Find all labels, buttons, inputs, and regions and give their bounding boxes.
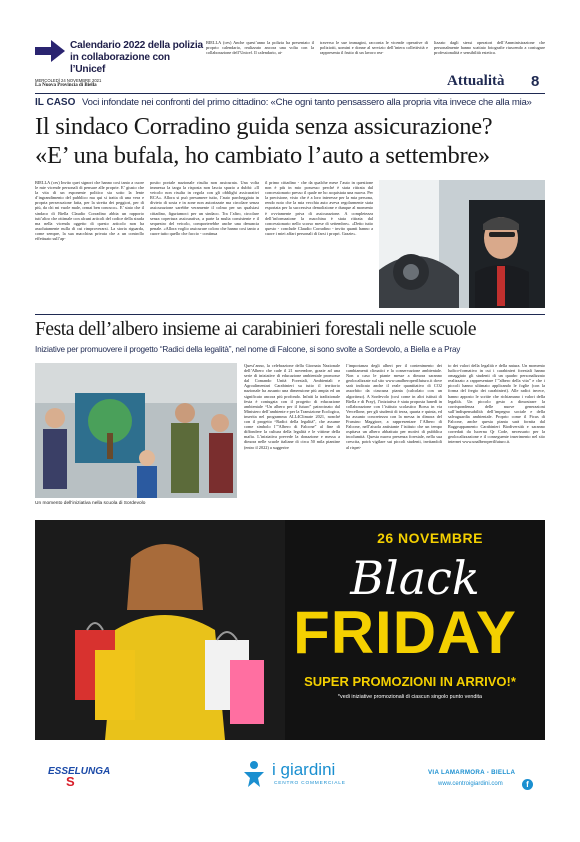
story-kicker-text: Voci infondate nei confronti del primo cittadino: «Che ogni tanto pensassero alla propria vita invece che alla mia» [82, 97, 532, 108]
school-event-image [35, 363, 237, 498]
school-tree-photo [35, 363, 237, 498]
ad-friday-word: FRIDAY [293, 599, 517, 666]
story2-col-3: to dei valori della legalità e della natura. Un momento ludico-formativo in cui i carabinieri forestali hanno omaggiato gli studenti di un quadro personalizzato realizzato a rappresentare l’”albero della vita” e che i piccoli hanno ultimato applicando le foglie (con la forma del fregio dei carabinieri). Alle radici invece, hanno apposto le scritte che richiamano i valori della legalità. Un piccolo gesto a dimostrare la corrispondenza delle nuove generazioni sull’indispensabilità dell’impegno sociale e della salvaguardia ambientale. Proprio come il Ficus di Falcone, anche questa pianta sarà fornita dal Raggruppamento Carabinieri Biodiversità e saranno corredati da lucerna Qr Code, necessario per la geolocalizzazione e il conseguente inserimento nel sito internet www.unalberoperilfuturo.it. [448, 363, 545, 445]
story1-headline-line2: «E’ una bufala, ho cambiato l’auto a settembre» [35, 142, 490, 169]
ad-footnote: *vedi iniziative promozionali di ciascun singolo punto vendita [337, 694, 483, 700]
promo-col-3: lizzato dagli stessi operatori dell’Amministrazione che personalmente hanno scattato fotografie riuscendo a coniugare professionalità e sensibilità estetica. [434, 40, 545, 56]
promo-title: Calendario 2022 della polizia in collaborazione con l’Unicef [70, 40, 203, 75]
promo-col-1: BIELLA (ces) Anche quest’anno la polizia ha presentato il proprio calendario, realizzato ancora una volta con la collaborazione dell’Unicef. Il calendario, at- [206, 40, 314, 56]
photo-caption: Un momento dell’iniziativa nella scuola di Sordevolo [35, 501, 146, 506]
giardini-person-icon [240, 760, 268, 788]
facebook-icon[interactable]: f [522, 779, 533, 790]
story1-col-2: posito portale nazionale risulta non assicurata. Una volta immessa la targa la risposta non lascia spazio a dubbi: «Il veicolo non risulta in regola con gli obblighi assicurativi RCA». Allora si può presumere tutto, l’auto parcheggiata in divieto di sosta e in zone non autorizzate ma circolare senza assicurazione sarebbe veramente il colmo per un qualsiasi cittadino, figuriamoci per un sindaco. Tra l’altro, circolare senza copertura assicurativa, a parte la multa consistente e il sequestro del veicolo, comporterebbe anche una denuncia penale. «Allora voglio assicurare coloro che hanno così tanto a cuore tutto quello che faccio - continua [150, 180, 259, 236]
arrow-right-icon [35, 40, 65, 62]
promo-col-2: traverso le sue immagini, racconta le vicende operative di poliziotti, uomini e donne al servizio dell’intera collettività e rappresenta il frutto di un lavoro rea- [320, 40, 428, 56]
ad-date: 26 NOVEMBRE [377, 530, 483, 546]
esselunga-s-mark: S [66, 774, 75, 789]
story2-headline: Festa dell’albero insieme ai carabinieri forestali nelle scuole [35, 319, 477, 340]
newspaper-name: La Nuova Provincia di Biella [35, 83, 97, 88]
giardini-logo[interactable]: i giardini [272, 760, 336, 779]
issue-date: MERCOLEDÌ 24 NOVEMBRE 2021 [35, 78, 102, 83]
page-number: 8 [531, 73, 540, 90]
esselunga-logo[interactable]: ESSELUNGA [48, 766, 111, 777]
story2-col-1: Quest’anno, la celebrazione della Giornata Nazionale dell’Albero che cade il 21 novembre, grazie ad una serie di iniziative di educazione ambientale promosse dal Comando Unità Forestali, Ambientali e Agroalimentari Carabinieri su tutto il territorio nazionale ha assunto una dimensione più ampia ed un significato ancora più profondo. Infatti la tradizionale festa è coniugata con il progetto di educazione ambientale “Un albero per il futuro” patrocinato dal Ministero dell’ambiente e per la Transizione Ecologica, inserita nel programma ALL4Climate 2021, nonché con il progetto “Radici della legalità”, che assume come simbolo l’”Albero di Falcone” al fine di diffondere la cultura della legalità e le vittime della mafia. L’iniziativa prevede la donazione e messa a dimora nelle scuole italiane di circa 50 mila piantine (entro il 2022) a suggerire [244, 363, 340, 450]
website-link[interactable]: www.centroigiardini.com [438, 781, 503, 787]
giardini-subtitle: CENTRO COMMERCIALE [274, 781, 346, 786]
story1-col-3: il primo cittadino - che da qualche mese l’auto in questione non è più in mio possesso perché è stata ritirata dal concessionario presso il quale ne ho acquistata una nuova. Per la precisione, visto che è a loro interesse per la mia persona, rendo noto che la mia vecchia auto aveva regolarmente stata esportata per la successiva demolizione e dunque al momento è ovviamente priva di assicurazione. A completezza dell’informazione la macchina è stata ritirata dal concessionario nello scorso mese di settembre». «Detto tutto questo - conclude Claudio Corradino - invito quanti hanno a cuore i miei affari personali di farsi i propri. Grazie». [265, 180, 373, 236]
section-divider [35, 314, 545, 315]
address-text: VIA LAMARMORA - BIELLA [428, 769, 516, 776]
mayor-photo [379, 180, 545, 308]
story1-headline-line1: Il sindaco Corradino guida senza assicurazione? [35, 113, 493, 140]
story1-headline [35, 112, 550, 170]
ad-black-word: Black [350, 551, 480, 605]
ad-promo-text: SUPER PROMOZIONI IN ARRIVO!* [304, 674, 516, 689]
header-rule [35, 93, 545, 94]
story-kicker: IL CASO [35, 97, 76, 108]
story2-col-2: l’importanza degli alberi per il contenimento dei cambiamenti climatici e la conservazione ambientale. Non a caso le piante messe a dimora saranno geolocalizzate sul sito www.unalberoperilfuturo.it dove sarà indicato anche il reale quantitativo di CO2 assorbito da ciascuna pianta (calcolato con un algoritmo). A Sordevolo (così come in altri istituti di Biella e di Pray), l’iniziativa è stata proposta lunedì in collaborazione con l’istituto scolastico Borsa in via Vercellone, per gli studenti di terza, quarta e quinta, ed ha assunto concretezza con la messa in dimora del Frassino Maggiore, a rappresentare l’Albero di Falcone, nell’aiuola antistante l’istituto che un tempo ospitava un albero abbattuto per motivi di pubblica incolumità. Questa nuova presenza forestale, nella sua crescita, potrà vigilare sui piccoli studenti, invitandoli al rispet- [346, 363, 442, 450]
story1-col-1: BIELLA (ces) Invito quei signori che hanno così tanto a cuore le mie vicende personali di pensare alle proprie. E’ giusto che la vita di un esponente politico sia sotto la lente d’ingrandimento del pubblico ma qui si tratta di una vera e propria persecuzione fatta, per la stretta dei peggiori, per di più, da chi mi vuole male, ormai ben conosco». E’ stato che il sindaco di Biella Claudio Corradino abbia un rapporto tutt’altro che ottimale con alcuni articoli del codice della strada ma nella vicenda oggetto di questo articolo non ha assolutamente nulla di cui rimproverarsi. La storia riguarda, come sempre, la sua macchina privata che a un controllo effettuato sull’ap- [35, 180, 144, 242]
story2-subhead: Iniziative per promuovere il progetto “Radici della legalità”, nel nome di Falcone, si sono svolte a Sordevolo, a Biella e a Pray [35, 345, 461, 354]
mayor-in-car-image [379, 180, 545, 308]
section-title: Attualità [447, 73, 505, 89]
